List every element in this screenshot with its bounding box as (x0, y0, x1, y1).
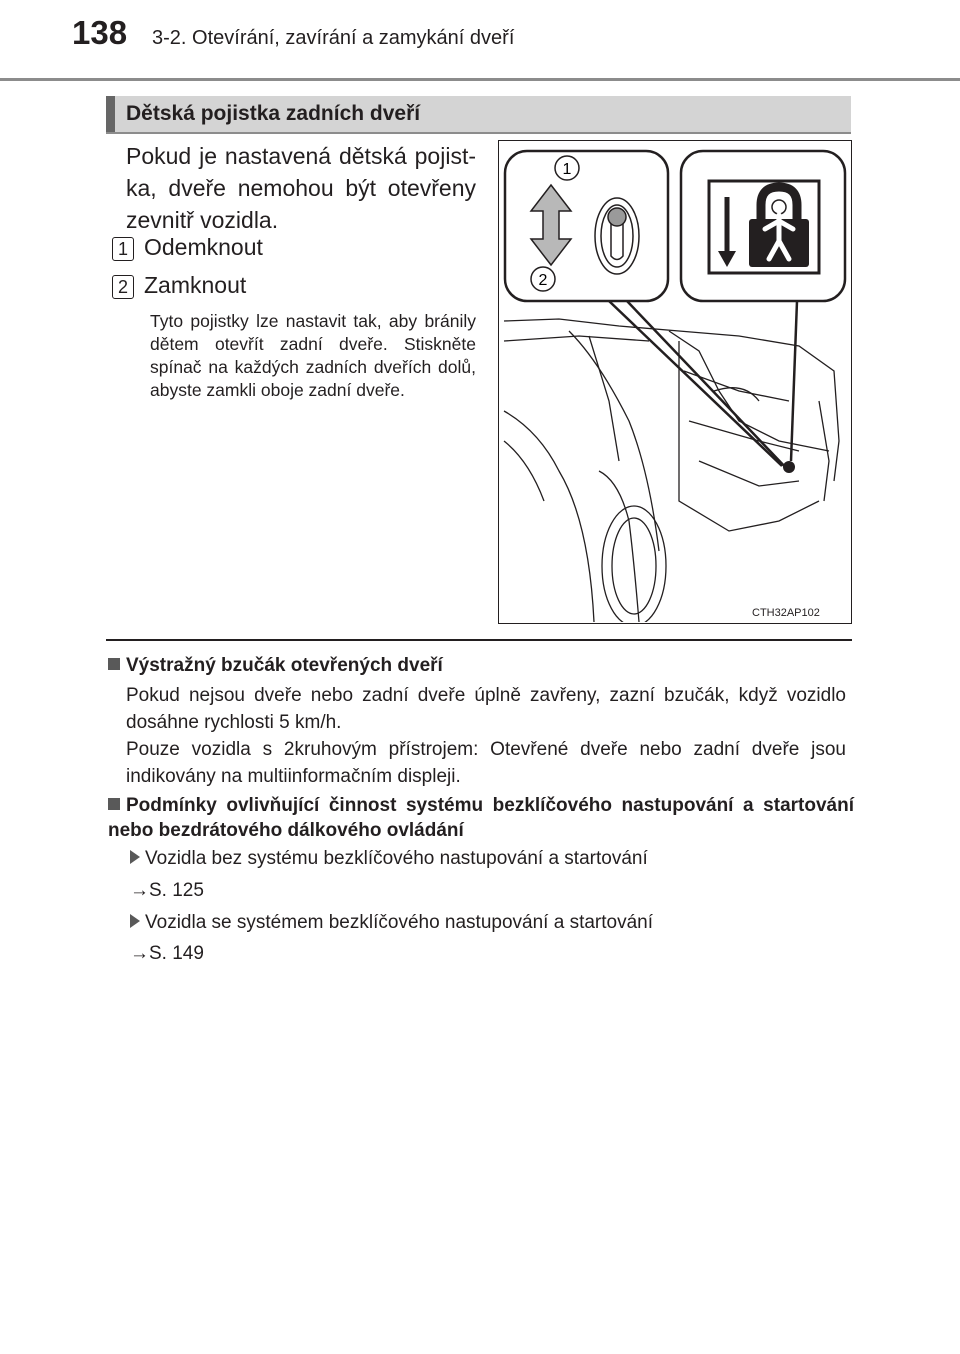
list-item-label: Zamknout (144, 272, 247, 298)
arrow-right-icon: → (130, 943, 149, 964)
arrow-right-icon: → (130, 880, 149, 901)
triangle-bullet-icon (130, 850, 140, 864)
square-bullet-icon (108, 658, 120, 670)
bullet-text: Vozidla se systémem bezklíčového nastupování a startování (145, 912, 653, 933)
header-rule (0, 78, 960, 81)
page-ref-text: S. 149 (149, 943, 204, 964)
page-ref-text: S. 125 (149, 880, 204, 901)
chapter-title: 3-2. Otevírání, zavírání a zamykání dveří (152, 27, 515, 49)
subsection-title-text: Výstražný bzučák otevřených dveří (126, 655, 443, 676)
illustration-svg (499, 141, 850, 622)
heading-accent-bar (106, 96, 115, 132)
list-item-label: Odemknout (144, 234, 263, 260)
intro-text (126, 140, 476, 236)
section-divider (106, 639, 852, 641)
callout-1: 1 (562, 161, 572, 178)
callout-2: 2 (538, 272, 548, 289)
number-box: 1 (112, 237, 134, 261)
figure-code: CTH32AP102 (752, 607, 820, 619)
subsection-title-text: Podmínky ovlivňující činnost systému bezklíčového nastupování a startování nebo bezdrátového dálkového ovládání (108, 795, 854, 841)
bullet-item (130, 845, 648, 872)
page-number: 138 (72, 14, 128, 51)
subsection-title (108, 793, 854, 843)
intro-line: Pokud je nastavená dětská pojist- (126, 143, 476, 169)
intro-line: ka, dveře nemohou být otevřeny (126, 175, 476, 201)
section-heading (106, 96, 851, 134)
section-heading-text: Dětská pojistka zadních dveří (126, 102, 421, 125)
number-box: 2 (112, 275, 134, 299)
list-item-lock (112, 272, 246, 299)
page-reference (130, 877, 204, 904)
note-text: Tyto pojistky lze nastavit tak, aby bránily dětem otevřít zadní dveře. Stiskněte spínač na každých zadních dveřích dolů, abyste zamkli oboje zadní dveře. (150, 311, 476, 400)
page-reference (130, 940, 204, 967)
child-lock-illustration (498, 140, 852, 624)
bullet-text: Vozidla bez systému bezklíčového nastupování a startování (145, 848, 648, 869)
list-item-unlock (112, 234, 263, 261)
bullet-item (130, 909, 653, 936)
subsection-title (108, 653, 853, 678)
intro-line: zevnitř vozidla. (126, 207, 279, 233)
child-lock-icon (709, 181, 819, 273)
triangle-bullet-icon (130, 914, 140, 928)
paragraph: Pouze vozidla s 2kruhovým přístrojem: Otevřené dveře nebo zadní dveře jsou indikovány na multiinformačním displeji. (126, 739, 846, 787)
paragraph: Pokud nejsou dveře nebo zadní dveře úplně zavřeny, zazní bzučák, když vozidlo dosáhne rychlosti 5 km/h. (126, 685, 846, 733)
square-bullet-icon (108, 798, 120, 810)
